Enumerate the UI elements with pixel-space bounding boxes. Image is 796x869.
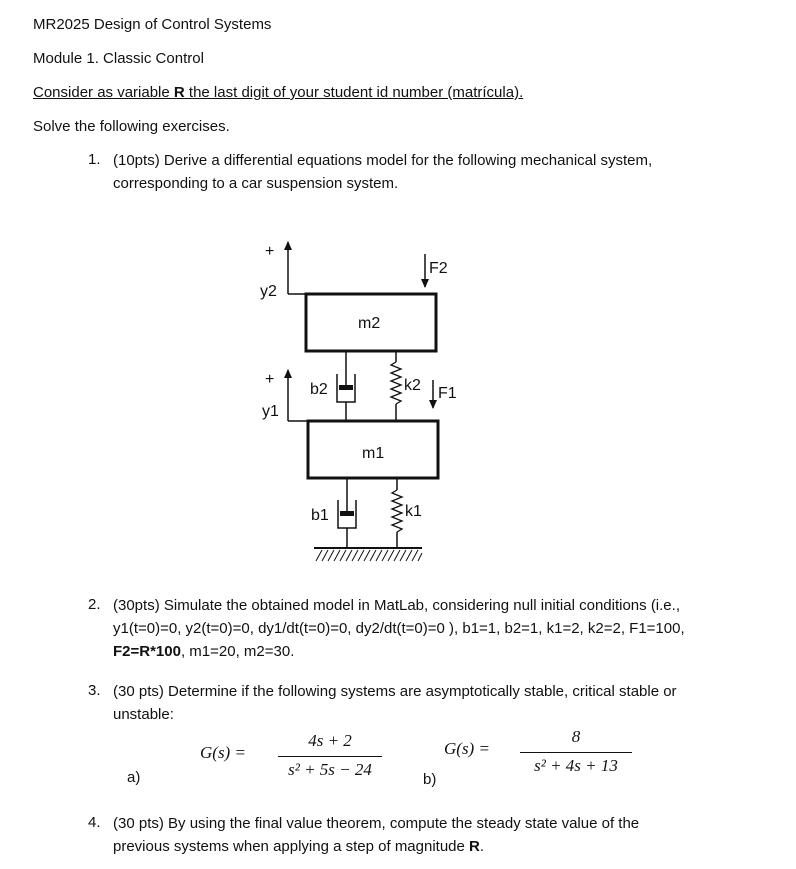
spring-k2-icon [391, 351, 401, 421]
consider-variable: R [173, 84, 185, 101]
instruction: Solve the following exercises. [33, 118, 230, 135]
course-title: MR2025 Design of Control Systems [33, 16, 272, 33]
b1-label: b1 [311, 507, 329, 524]
m1-label: m1 [362, 445, 385, 462]
plus-y2-label: + [265, 243, 275, 260]
system-a-numerator: 4s + 2 [308, 731, 352, 750]
system-a-fraction-bar [278, 756, 382, 757]
exercise-4-points: (30 pts) [113, 815, 164, 832]
exercise-4-bold: R [469, 838, 480, 855]
f2-label: F2 [429, 260, 448, 277]
damper-b1-icon [338, 478, 356, 548]
f1-label: F1 [438, 385, 457, 402]
system-a-denominator: s² + 5s − 24 [288, 760, 372, 779]
plus-y1-label: + [265, 371, 275, 388]
exercise-2-text [113, 594, 703, 663]
y2-label: y2 [260, 283, 277, 300]
exercise-4-number: 4. [88, 814, 101, 831]
exercise-3-body: Determine if the following systems are asymptotically stable, critical stable or unstable: [113, 683, 677, 723]
f1-arrow-icon [429, 400, 437, 409]
system-a-lhs: G(s) = [200, 743, 246, 762]
exercise-3-text [113, 680, 703, 726]
m2-label: m2 [358, 315, 381, 332]
k1-label: k1 [405, 503, 422, 520]
exercise-2-bold: F2=R*100 [113, 643, 181, 660]
system-b-lhs: G(s) = [444, 739, 490, 758]
system-b-label: b) [423, 771, 437, 788]
exercise-3-points: (30 pts) [113, 683, 164, 700]
exercise-4-tail: . [479, 838, 485, 855]
b2-label: b2 [310, 381, 328, 398]
consider-suffix: the last digit of your student id number (matrícula). [184, 84, 524, 101]
system-b-numerator: 8 [571, 727, 581, 746]
exercise-1-number: 1. [88, 151, 101, 168]
exercise-2-points: (30pts) [113, 597, 160, 614]
y2-arrow-icon [284, 241, 292, 250]
exercise-3-number: 3. [88, 682, 101, 699]
exercise-2-body: Simulate the obtained model in MatLab, considering null initial conditions (i.e., y1(t=0)=0, y2(t=0)=0, dy1/dt(t=0)=0, dy2/dt(t=0)=0 ), b1=1, b2=1, k1=2, k2=2, F1=100, [113, 597, 685, 637]
exercise-4-body: By using the final value theorem, compute the steady state value of the previous systems when applying a step of magnitude [113, 815, 640, 855]
consider-prefix: Consider as variable [33, 84, 174, 101]
exercise-1-body: Derive a differential equations model for the following mechanical system, corresponding to a car suspension system. [113, 152, 653, 192]
system-b-fraction-bar [520, 752, 632, 753]
exercise-1-points: (10pts) [113, 152, 160, 169]
exercise-4-text [113, 812, 673, 858]
ground-icon [314, 548, 422, 561]
f2-arrow-icon [421, 279, 429, 288]
damper-b2-icon [337, 351, 355, 421]
k2-label: k2 [404, 377, 421, 394]
module-title: Module 1. Classic Control [33, 50, 204, 67]
y1-arrow-icon [284, 369, 292, 378]
system-a-label: a) [127, 769, 141, 786]
system-b-denominator: s² + 4s + 13 [534, 756, 618, 775]
y1-label: y1 [262, 403, 279, 420]
exercise-2-tail: , m1=20, m2=30. [180, 643, 295, 660]
exercise-2-number: 2. [88, 596, 101, 613]
spring-k1-icon [392, 478, 402, 548]
